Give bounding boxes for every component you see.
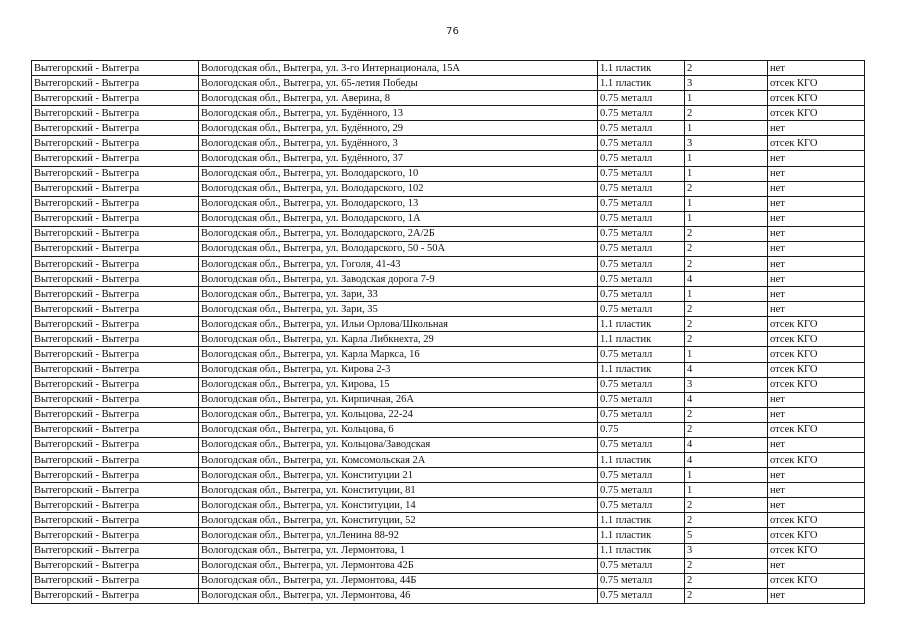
table-row (32, 287, 865, 302)
container-volume-cell: 0.75 металл (598, 257, 685, 272)
address-cell: Вологодская обл., Вытегра, ул. Конституции, 52 (199, 513, 598, 528)
container-count-cell: 1 (685, 468, 768, 483)
container-volume-cell: 0.75 металл (598, 196, 685, 211)
district-cell: Вытегорский - Вытегра (32, 91, 199, 106)
container-volume-cell: 0.75 металл (598, 272, 685, 287)
address-cell: Вологодская обл., Вытегра, ул. 65-летия Победы (199, 76, 598, 91)
container-volume-cell: 1.1 пластик (598, 317, 685, 332)
container-count-cell: 3 (685, 136, 768, 151)
container-count-cell: 1 (685, 91, 768, 106)
bulky-waste-bay-cell: отсек КГО (768, 573, 865, 588)
address-cell: Вологодская обл., Вытегра, ул. Зари, 33 (199, 287, 598, 302)
container-volume-cell: 1.1 пластик (598, 453, 685, 468)
container-count-cell: 1 (685, 151, 768, 166)
table-row (32, 558, 865, 573)
container-count-cell: 2 (685, 241, 768, 256)
table-row (32, 166, 865, 181)
bulky-waste-bay-cell: нет (768, 483, 865, 498)
district-cell: Вытегорский - Вытегра (32, 347, 199, 362)
container-volume-cell: 0.75 металл (598, 106, 685, 121)
container-volume-cell: 0.75 металл (598, 558, 685, 573)
district-cell: Вытегорский - Вытегра (32, 362, 199, 377)
bulky-waste-bay-cell: нет (768, 121, 865, 136)
bulky-waste-bay-cell: нет (768, 392, 865, 407)
district-cell: Вытегорский - Вытегра (32, 151, 199, 166)
container-count-cell: 4 (685, 453, 768, 468)
address-cell: Вологодская обл., Вытегра, ул. Володарского, 50 - 50А (199, 241, 598, 256)
container-volume-cell: 1.1 пластик (598, 528, 685, 543)
district-cell: Вытегорский - Вытегра (32, 61, 199, 76)
container-volume-cell: 0.75 металл (598, 377, 685, 392)
address-cell: Вологодская обл., Вытегра, ул. Конституции 21 (199, 468, 598, 483)
bulky-waste-bay-cell: нет (768, 181, 865, 196)
table-row (32, 317, 865, 332)
district-cell: Вытегорский - Вытегра (32, 136, 199, 151)
district-cell: Вытегорский - Вытегра (32, 121, 199, 136)
table-row (32, 76, 865, 91)
table-row (32, 377, 865, 392)
table-row (32, 91, 865, 106)
bulky-waste-bay-cell: отсек КГО (768, 332, 865, 347)
district-cell: Вытегорский - Вытегра (32, 181, 199, 196)
container-volume-cell: 1.1 пластик (598, 76, 685, 91)
container-count-cell: 2 (685, 317, 768, 332)
district-cell: Вытегорский - Вытегра (32, 211, 199, 226)
container-count-cell: 3 (685, 377, 768, 392)
bulky-waste-bay-cell: отсек КГО (768, 76, 865, 91)
table-body (32, 61, 865, 604)
table-row (32, 588, 865, 603)
table-row (32, 543, 865, 558)
container-count-cell: 2 (685, 257, 768, 272)
address-cell: Вологодская обл., Вытегра, ул. Заводская дорога 7-9 (199, 272, 598, 287)
container-count-cell: 5 (685, 528, 768, 543)
bulky-waste-bay-cell: отсек КГО (768, 377, 865, 392)
container-volume-cell: 0.75 металл (598, 287, 685, 302)
bulky-waste-bay-cell: нет (768, 302, 865, 317)
district-cell: Вытегорский - Вытегра (32, 392, 199, 407)
table-row (32, 513, 865, 528)
table-row (32, 347, 865, 362)
container-volume-cell: 0.75 металл (598, 241, 685, 256)
bulky-waste-bay-cell: нет (768, 151, 865, 166)
container-volume-cell: 0.75 металл (598, 468, 685, 483)
address-cell: Вологодская обл., Вытегра, ул. Карла Маркса, 16 (199, 347, 598, 362)
district-cell: Вытегорский - Вытегра (32, 558, 199, 573)
district-cell: Вытегорский - Вытегра (32, 468, 199, 483)
container-count-cell: 2 (685, 226, 768, 241)
address-cell: Вологодская обл., Вытегра, ул. Кирова, 15 (199, 377, 598, 392)
district-cell: Вытегорский - Вытегра (32, 377, 199, 392)
address-cell: Вологодская обл., Вытегра, ул. Конституции, 14 (199, 498, 598, 513)
address-cell: Вологодская обл., Вытегра, ул. Карла Либкнехта, 29 (199, 332, 598, 347)
table-row (32, 241, 865, 256)
address-cell: Вологодская обл., Вытегра, ул. Володарского, 102 (199, 181, 598, 196)
bulky-waste-bay-cell: нет (768, 241, 865, 256)
address-cell: Вологодская обл., Вытегра, ул. Конституции, 81 (199, 483, 598, 498)
district-cell: Вытегорский - Вытегра (32, 407, 199, 422)
address-cell: Вологодская обл., Вытегра, ул. Лермонтова 42Б (199, 558, 598, 573)
table-row (32, 121, 865, 136)
bulky-waste-bay-cell: нет (768, 498, 865, 513)
container-count-cell: 1 (685, 196, 768, 211)
container-count-cell: 1 (685, 287, 768, 302)
bulky-waste-bay-cell: отсек КГО (768, 106, 865, 121)
table-row (32, 196, 865, 211)
district-cell: Вытегорский - Вытегра (32, 106, 199, 121)
container-volume-cell: 1.1 пластик (598, 543, 685, 558)
address-cell: Вологодская обл., Вытегра, ул. Володарского, 1А (199, 211, 598, 226)
address-cell: Вологодская обл., Вытегра, ул. Кирова 2-3 (199, 362, 598, 377)
container-count-cell: 1 (685, 483, 768, 498)
bulky-waste-bay-cell: отсек КГО (768, 543, 865, 558)
address-cell: Вологодская обл., Вытегра, ул. Гоголя, 41-43 (199, 257, 598, 272)
district-cell: Вытегорский - Вытегра (32, 257, 199, 272)
bulky-waste-bay-cell: отсек КГО (768, 136, 865, 151)
bulky-waste-bay-cell: отсек КГО (768, 422, 865, 437)
address-cell: Вологодская обл., Вытегра, ул. Кирпичная, 26А (199, 392, 598, 407)
district-cell: Вытегорский - Вытегра (32, 272, 199, 287)
container-volume-cell: 0.75 металл (598, 483, 685, 498)
district-cell: Вытегорский - Вытегра (32, 453, 199, 468)
address-cell: Вологодская обл., Вытегра, ул. Кольцова/Заводская (199, 437, 598, 452)
container-count-cell: 2 (685, 573, 768, 588)
container-volume-cell: 1.1 пластик (598, 61, 685, 76)
container-volume-cell: 0.75 металл (598, 588, 685, 603)
container-count-cell: 4 (685, 362, 768, 377)
container-volume-cell: 0.75 металл (598, 407, 685, 422)
table-row (32, 181, 865, 196)
address-cell: Вологодская обл., Вытегра, ул. Будённого, 3 (199, 136, 598, 151)
table-row (32, 407, 865, 422)
district-cell: Вытегорский - Вытегра (32, 422, 199, 437)
container-volume-cell: 0.75 металл (598, 302, 685, 317)
bulky-waste-bay-cell: нет (768, 211, 865, 226)
bulky-waste-bay-cell: нет (768, 196, 865, 211)
container-count-cell: 1 (685, 211, 768, 226)
container-count-cell: 2 (685, 588, 768, 603)
table-row (32, 422, 865, 437)
container-volume-cell: 0.75 металл (598, 121, 685, 136)
address-cell: Вологодская обл., Вытегра, ул. Лермонтова, 46 (199, 588, 598, 603)
bulky-waste-bay-cell: нет (768, 588, 865, 603)
table-row (32, 211, 865, 226)
container-volume-cell: 0.75 металл (598, 392, 685, 407)
district-cell: Вытегорский - Вытегра (32, 196, 199, 211)
table-row (32, 483, 865, 498)
container-volume-cell: 1.1 пластик (598, 362, 685, 377)
container-volume-cell: 0.75 металл (598, 181, 685, 196)
district-cell: Вытегорский - Вытегра (32, 241, 199, 256)
bulky-waste-bay-cell: отсек КГО (768, 362, 865, 377)
container-volume-cell: 0.75 металл (598, 437, 685, 452)
district-cell: Вытегорский - Вытегра (32, 573, 199, 588)
container-count-cell: 3 (685, 76, 768, 91)
bulky-waste-bay-cell: отсек КГО (768, 91, 865, 106)
container-count-cell: 2 (685, 422, 768, 437)
district-cell: Вытегорский - Вытегра (32, 317, 199, 332)
container-count-cell: 4 (685, 272, 768, 287)
address-cell: Вологодская обл., Вытегра, ул. Володарского, 10 (199, 166, 598, 181)
container-count-cell: 2 (685, 181, 768, 196)
bulky-waste-bay-cell: нет (768, 272, 865, 287)
bulky-waste-bay-cell: отсек КГО (768, 347, 865, 362)
container-count-cell: 2 (685, 513, 768, 528)
bulky-waste-bay-cell: отсек КГО (768, 317, 865, 332)
container-count-cell: 1 (685, 347, 768, 362)
table-row (32, 272, 865, 287)
bulky-waste-bay-cell: нет (768, 226, 865, 241)
district-cell: Вытегорский - Вытегра (32, 513, 199, 528)
bulky-waste-bay-cell: нет (768, 166, 865, 181)
container-volume-cell: 0.75 металл (598, 347, 685, 362)
address-cell: Вологодская обл., Вытегра, ул. Будённого, 13 (199, 106, 598, 121)
container-count-cell: 4 (685, 437, 768, 452)
address-cell: Вологодская обл., Вытегра, ул. Кольцова, 6 (199, 422, 598, 437)
district-cell: Вытегорский - Вытегра (32, 332, 199, 347)
container-count-cell: 4 (685, 392, 768, 407)
container-count-cell: 2 (685, 558, 768, 573)
container-count-cell: 1 (685, 121, 768, 136)
address-cell: Вологодская обл., Вытегра, ул. Ильи Орлова/Школьная (199, 317, 598, 332)
address-cell: Вологодская обл., Вытегра, ул. Володарского, 2А/2Б (199, 226, 598, 241)
bulky-waste-bay-cell: нет (768, 257, 865, 272)
table-row (32, 332, 865, 347)
district-cell: Вытегорский - Вытегра (32, 437, 199, 452)
container-count-cell: 2 (685, 302, 768, 317)
container-count-cell: 2 (685, 498, 768, 513)
address-cell: Вологодская обл., Вытегра, ул. Будённого, 37 (199, 151, 598, 166)
container-volume-cell: 1.1 пластик (598, 513, 685, 528)
address-cell: Вологодская обл., Вытегра, ул. Лермонтова, 44Б (199, 573, 598, 588)
container-volume-cell: 1.1 пластик (598, 332, 685, 347)
district-cell: Вытегорский - Вытегра (32, 588, 199, 603)
address-cell: Вологодская обл., Вытегра, ул. Будённого, 29 (199, 121, 598, 136)
table-row (32, 528, 865, 543)
district-cell: Вытегорский - Вытегра (32, 287, 199, 302)
address-cell: Вологодская обл., Вытегра, ул. Аверина, 8 (199, 91, 598, 106)
district-cell: Вытегорский - Вытегра (32, 483, 199, 498)
district-cell: Вытегорский - Вытегра (32, 76, 199, 91)
table-row (32, 498, 865, 513)
container-volume-cell: 0.75 металл (598, 91, 685, 106)
container-volume-cell: 0.75 металл (598, 211, 685, 226)
bulky-waste-bay-cell: нет (768, 437, 865, 452)
container-volume-cell: 0.75 металл (598, 498, 685, 513)
bulky-waste-bay-cell: отсек КГО (768, 528, 865, 543)
table-row (32, 437, 865, 452)
bulky-waste-bay-cell: отсек КГО (768, 513, 865, 528)
bulky-waste-bay-cell: нет (768, 61, 865, 76)
district-cell: Вытегорский - Вытегра (32, 543, 199, 558)
container-sites-table (31, 60, 865, 604)
address-cell: Вологодская обл., Вытегра, ул. 3-го Интернационала, 15А (199, 61, 598, 76)
table-row (32, 257, 865, 272)
container-count-cell: 3 (685, 543, 768, 558)
table-row (32, 136, 865, 151)
district-cell: Вытегорский - Вытегра (32, 498, 199, 513)
table-row (32, 362, 865, 377)
address-cell: Вологодская обл., Вытегра, ул. Кольцова, 22-24 (199, 407, 598, 422)
container-count-cell: 2 (685, 61, 768, 76)
table-row (32, 302, 865, 317)
bulky-waste-bay-cell: нет (768, 407, 865, 422)
address-cell: Вологодская обл., Вытегра, ул.Ленина 88-92 (199, 528, 598, 543)
address-cell: Вологодская обл., Вытегра, ул. Володарского, 13 (199, 196, 598, 211)
address-cell: Вологодская обл., Вытегра, ул. Зари, 35 (199, 302, 598, 317)
bulky-waste-bay-cell: нет (768, 468, 865, 483)
container-count-cell: 1 (685, 166, 768, 181)
container-count-cell: 2 (685, 106, 768, 121)
table-row (32, 573, 865, 588)
district-cell: Вытегорский - Вытегра (32, 166, 199, 181)
container-volume-cell: 0.75 металл (598, 573, 685, 588)
bulky-waste-bay-cell: нет (768, 287, 865, 302)
table-row (32, 226, 865, 241)
table-row (32, 151, 865, 166)
container-volume-cell: 0.75 металл (598, 151, 685, 166)
district-cell: Вытегорский - Вытегра (32, 302, 199, 317)
container-volume-cell: 0.75 (598, 422, 685, 437)
container-count-cell: 2 (685, 407, 768, 422)
table-row (32, 61, 865, 76)
address-cell: Вологодская обл., Вытегра, ул. Лермонтова, 1 (199, 543, 598, 558)
bulky-waste-bay-cell: отсек КГО (768, 453, 865, 468)
table-row (32, 468, 865, 483)
address-cell: Вологодская обл., Вытегра, ул. Комсомольская 2А (199, 453, 598, 468)
table-row (32, 106, 865, 121)
district-cell: Вытегорский - Вытегра (32, 226, 199, 241)
table-row (32, 453, 865, 468)
district-cell: Вытегорский - Вытегра (32, 528, 199, 543)
bulky-waste-bay-cell: нет (768, 558, 865, 573)
table-row (32, 392, 865, 407)
container-volume-cell: 0.75 металл (598, 226, 685, 241)
page-number: 76 (446, 26, 459, 37)
container-count-cell: 2 (685, 332, 768, 347)
container-volume-cell: 0.75 металл (598, 166, 685, 181)
container-volume-cell: 0.75 металл (598, 136, 685, 151)
